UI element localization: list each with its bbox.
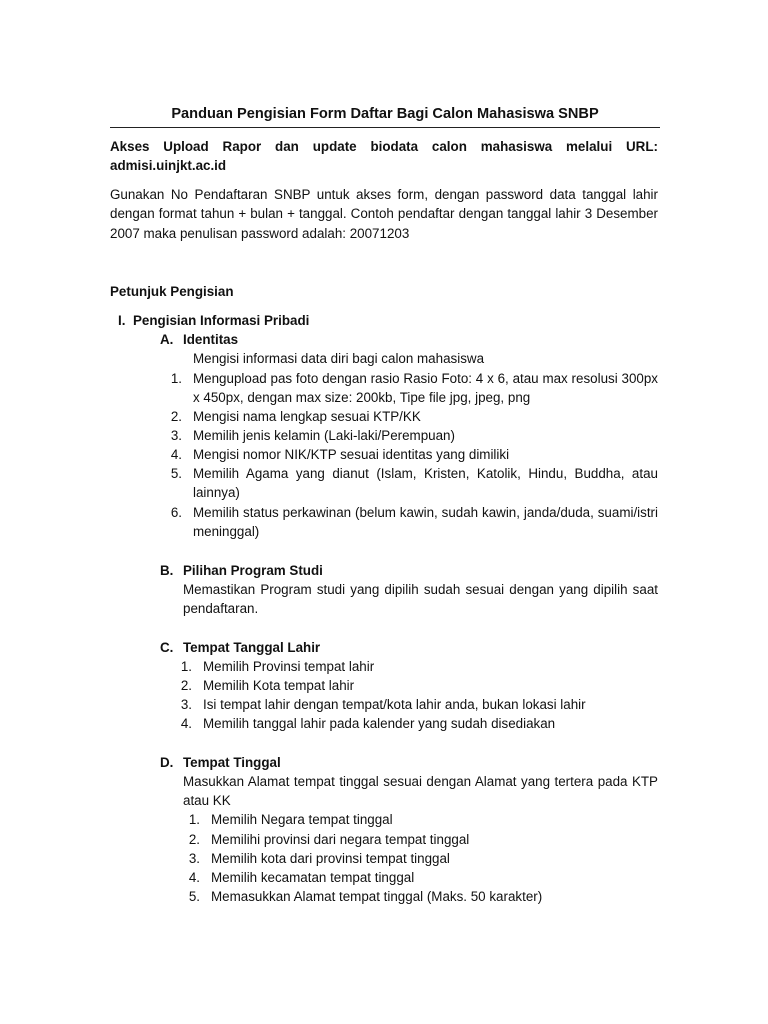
- section-b-heading: Pilihan Program Studi: [183, 563, 323, 578]
- list-item: Memilih Negara tempat tinggal: [211, 812, 393, 827]
- list-item: Memilih tanggal lahir pada kalender yang sudah disediakan: [203, 716, 556, 731]
- list-item: Memilih Provinsi tempat lahir: [203, 659, 375, 674]
- section-d-heading: Tempat Tinggal: [183, 755, 281, 770]
- list-number: 2.: [180, 678, 192, 693]
- list-number: 5.: [188, 889, 200, 904]
- section-a-description: Mengisi informasi data diri bagi calon mahasiswa: [193, 351, 485, 366]
- list-number: 3.: [188, 851, 200, 866]
- section-i-heading: Pengisian Informasi Pribadi: [133, 313, 310, 328]
- list-item: Isi tempat lahir dengan tempat/kota lahir anda, bukan lokasi lahir: [203, 697, 586, 712]
- list-item: Mengisi nomor NIK/KTP sesuai identitas yang dimiliki: [193, 447, 510, 462]
- list-item: Memilih jenis kelamin (Laki-laki/Perempuan): [193, 428, 455, 443]
- list-item: Memasukkan Alamat tempat tinggal (Maks. 50 karakter): [211, 889, 543, 904]
- list-number: 1.: [180, 659, 192, 674]
- section-b-letter: B.: [160, 563, 174, 578]
- list-item: Mengupload pas foto dengan rasio Rasio Foto: 4 x 6, atau max resolusi 300px x 450px, dengan max size: 200kb, Tipe file jpg, jpeg, png: [193, 371, 658, 406]
- petunjuk-heading: Petunjuk Pengisian: [110, 284, 234, 299]
- list-number: 6.: [170, 505, 182, 520]
- list-number: 2.: [188, 832, 200, 847]
- list-number: 3.: [170, 428, 182, 443]
- section-a-letter: A.: [160, 332, 174, 347]
- page-title: Panduan Pengisian Form Daftar Bagi Calon Mahasiswa SNBP: [110, 103, 660, 128]
- list-number: 4.: [188, 870, 200, 885]
- list-number: 1.: [170, 371, 182, 386]
- list-item: Memilih Kota tempat lahir: [203, 678, 355, 693]
- section-d-description: Masukkan Alamat tempat tinggal sesuai dengan Alamat yang tertera pada KTP atau KK: [183, 774, 658, 809]
- intro-access-url: Akses Upload Rapor dan update biodata calon mahasiswa melalui URL: admisi.uinjkt.ac.id: [110, 139, 658, 174]
- list-item: Memilih status perkawinan (belum kawin, sudah kawin, janda/duda, suami/istri meninggal): [193, 505, 658, 540]
- list-number: 4.: [170, 447, 182, 462]
- section-b-description: Memastikan Program studi yang dipilih sudah sesuai dengan yang dipilih saat pendaftaran.: [183, 582, 658, 617]
- section-c-letter: C.: [160, 640, 174, 655]
- list-number: 1.: [188, 812, 200, 827]
- list-item: Memilih kota dari provinsi tempat tinggal: [211, 851, 450, 866]
- section-i-number: I.: [118, 313, 126, 328]
- intro-password-instructions: Gunakan No Pendaftaran SNBP untuk akses form, dengan password data tanggal lahir dengan format tahun + bulan + tanggal. Contoh pendaftar dengan tanggal lahir 3 Desember 2007 maka penulisan password adalah: 20071203: [110, 187, 658, 241]
- section-a-heading: Identitas: [183, 332, 239, 347]
- list-number: 5.: [170, 466, 182, 481]
- list-item: Memilihi provinsi dari negara tempat tinggal: [211, 832, 470, 847]
- list-number: 2.: [170, 409, 182, 424]
- section-c-heading: Tempat Tanggal Lahir: [183, 640, 321, 655]
- list-item: Memilih Agama yang dianut (Islam, Kristen, Katolik, Hindu, Buddha, atau lainnya): [193, 466, 658, 501]
- list-number: 4.: [180, 716, 192, 731]
- list-item: Memilih kecamatan tempat tinggal: [211, 870, 415, 885]
- list-item: Mengisi nama lengkap sesuai KTP/KK: [193, 409, 421, 424]
- list-number: 3.: [180, 697, 192, 712]
- section-d-letter: D.: [160, 755, 174, 770]
